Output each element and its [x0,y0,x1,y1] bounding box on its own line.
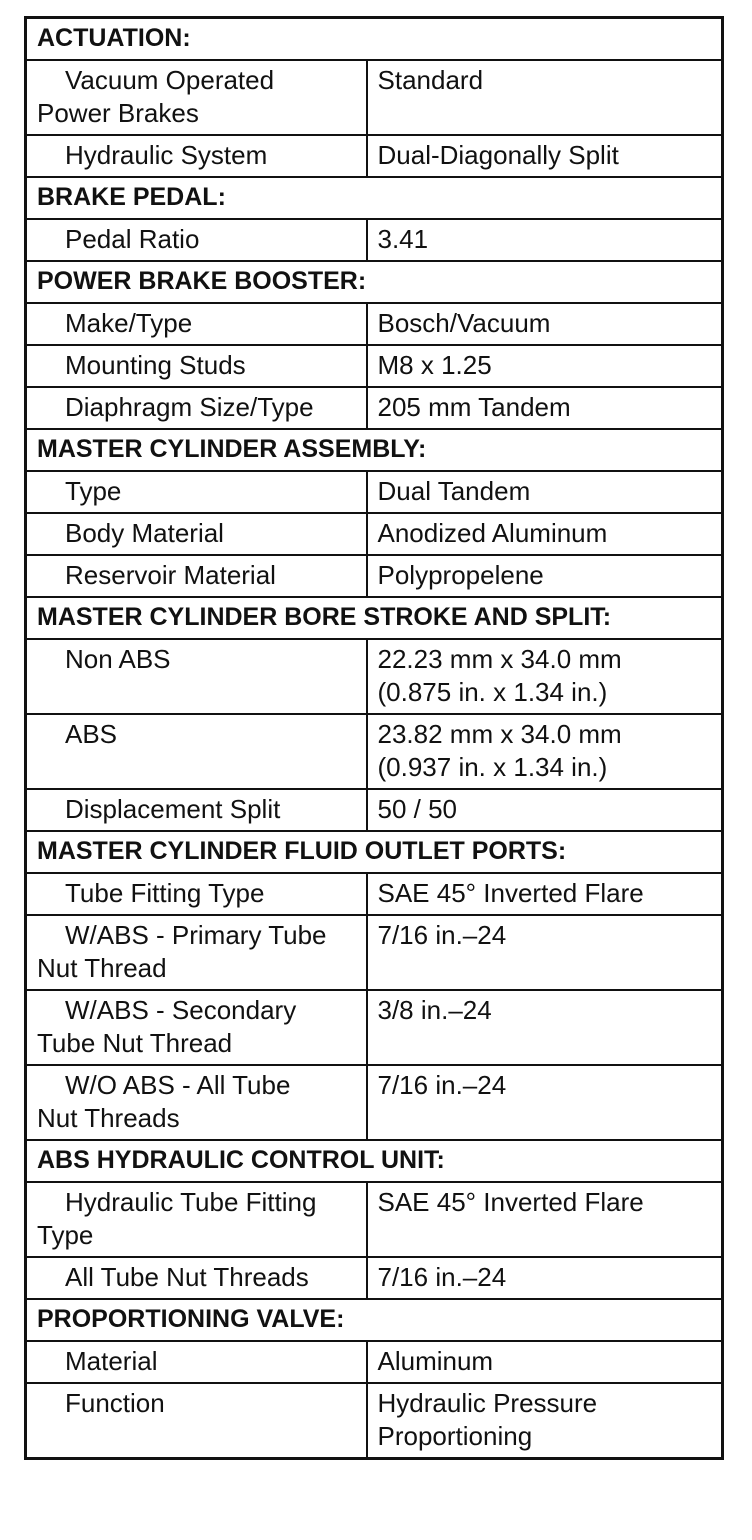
spec-value-cell [367,1182,723,1257]
section-title: ABS HYDRAULIC CONTROL UNIT: [26,1140,723,1182]
spec-value-cell [367,789,723,831]
spec-label-cell [26,915,367,990]
brake-spec-table [24,16,724,1460]
table-row [26,60,723,135]
spec-label-line-1: Displacement Split [65,794,281,824]
spec-value-cell [367,219,723,261]
section-header-row [26,1140,723,1182]
section-header-row [26,831,723,873]
table-row [26,345,723,387]
spec-label-line-2: Nut Threads [37,1103,180,1133]
table-row [26,471,723,513]
section-title: MASTER CYLINDER ASSEMBLY: [26,429,723,471]
spec-label-cell [26,1182,367,1257]
spec-value-line-1: Polypropelene [377,560,544,590]
spec-label-cell [26,1383,367,1459]
table-row [26,387,723,429]
section-title: ACTUATION: [26,18,723,61]
spec-value-line-1: 23.82 mm x 34.0 mm [377,719,622,749]
spec-label-cell [26,714,367,789]
spec-value-line-1: 7/16 in.–24 [377,1070,507,1100]
spec-value-line-1: 3/8 in.–24 [377,995,492,1025]
spec-value-line-1: 205 mm Tandem [377,392,571,422]
spec-label-line-1: Non ABS [65,644,171,674]
spec-value-line-1: 50 / 50 [377,794,458,824]
spec-value-line-1: 7/16 in.–24 [377,1262,507,1292]
spec-value-cell [367,303,723,345]
spec-value-line-1: M8 x 1.25 [377,350,492,380]
spec-value-cell [367,1065,723,1140]
spec-value-line-1: 7/16 in.–24 [377,920,507,950]
section-title: PROPORTIONING VALVE: [26,1299,723,1341]
spec-table-body [26,18,723,1459]
spec-label-line-1: Diaphragm Size/Type [65,392,314,422]
table-row [26,1182,723,1257]
spec-label-line-2: Type [37,1220,94,1250]
spec-label-line-1: Hydraulic System [65,140,268,170]
spec-label-line-1: W/ABS - Secondary [65,995,297,1025]
section-header-row [26,429,723,471]
section-title: MASTER CYLINDER FLUID OUTLET PORTS: [26,831,723,873]
table-row [26,135,723,177]
spec-label-cell [26,789,367,831]
spec-label-line-1: Tube Fitting Type [65,878,265,908]
table-row [26,513,723,555]
spec-label-line-1: Body Material [65,518,224,548]
table-row [26,219,723,261]
spec-value-line-1: 22.23 mm x 34.0 mm [377,644,622,674]
spec-value-cell [367,915,723,990]
table-row [26,990,723,1065]
spec-label-cell [26,219,367,261]
section-header-row [26,18,723,61]
table-row [26,1065,723,1140]
spec-label-line-1: Type [65,476,122,506]
spec-label-line-2: Tube Nut Thread [37,1028,233,1058]
spec-label-line-2: Nut Thread [37,953,167,983]
section-header-row [26,177,723,219]
spec-label-line-1: W/ABS - Primary Tube [65,920,327,950]
spec-label-line-1: ABS [65,719,118,749]
spec-label-cell [26,639,367,714]
table-row [26,303,723,345]
spec-value-cell [367,873,723,915]
spec-label-cell [26,303,367,345]
spec-value-line-1: Hydraulic Pressure [377,1388,598,1418]
spec-value-line-1: SAE 45° Inverted Flare [377,878,644,908]
section-title: BRAKE PEDAL: [26,177,723,219]
spec-value-line-2: (0.937 in. x 1.34 in.) [377,752,608,782]
spec-label-line-1: Reservoir Material [65,560,276,590]
spec-value-cell [367,345,723,387]
spec-value-line-2: (0.875 in. x 1.34 in.) [377,677,608,707]
spec-label-line-1: Pedal Ratio [65,224,200,254]
spec-label-line-1: Function [65,1388,165,1418]
spec-label-line-2: Power Brakes [37,98,199,128]
spec-value-cell [367,714,723,789]
spec-value-line-1: SAE 45° Inverted Flare [377,1187,644,1217]
spec-label-line-1: All Tube Nut Threads [65,1262,309,1292]
spec-value-line-1: 3.41 [377,224,429,254]
spec-label-line-1: Vacuum Operated [65,65,275,95]
table-row [26,1341,723,1383]
table-row [26,1383,723,1459]
spec-label-cell [26,471,367,513]
spec-value-line-1: Aluminum [377,1346,494,1376]
table-row [26,555,723,597]
table-row [26,873,723,915]
spec-label-line-1: Make/Type [65,308,193,338]
spec-label-cell [26,387,367,429]
spec-value-cell [367,1341,723,1383]
spec-label-cell [26,60,367,135]
spec-value-cell [367,990,723,1065]
spec-value-line-1: Bosch/Vacuum [377,308,551,338]
spec-label-line-1: Material [65,1346,158,1376]
spec-value-cell [367,471,723,513]
spec-label-cell [26,990,367,1065]
spec-label-cell [26,873,367,915]
section-header-row [26,597,723,639]
spec-value-cell [367,639,723,714]
spec-value-line-1: Dual Tandem [377,476,531,506]
spec-label-cell [26,555,367,597]
table-row [26,1257,723,1299]
spec-value-line-2: Proportioning [377,1421,533,1451]
spec-value-line-1: Standard [377,65,484,95]
spec-value-cell [367,1383,723,1459]
spec-value-line-1: Anodized Aluminum [377,518,608,548]
spec-label-cell [26,1257,367,1299]
spec-value-line-1: Dual-Diagonally Split [377,140,619,170]
spec-value-cell [367,387,723,429]
spec-label-line-1: Mounting Studs [65,350,246,380]
spec-value-cell [367,1257,723,1299]
spec-label-cell [26,513,367,555]
spec-label-cell [26,1065,367,1140]
spec-label-cell [26,345,367,387]
table-row [26,714,723,789]
spec-label-cell [26,1341,367,1383]
spec-label-cell [26,135,367,177]
spec-label-line-1: W/O ABS - All Tube [65,1070,291,1100]
section-header-row [26,1299,723,1341]
table-row [26,915,723,990]
table-row [26,639,723,714]
spec-label-line-1: Hydraulic Tube Fitting [65,1187,317,1217]
section-title: POWER BRAKE BOOSTER: [26,261,723,303]
spec-value-cell [367,555,723,597]
table-row [26,789,723,831]
spec-value-cell [367,60,723,135]
section-header-row [26,261,723,303]
spec-value-cell [367,513,723,555]
spec-value-cell [367,135,723,177]
section-title: MASTER CYLINDER BORE STROKE AND SPLIT: [26,597,723,639]
